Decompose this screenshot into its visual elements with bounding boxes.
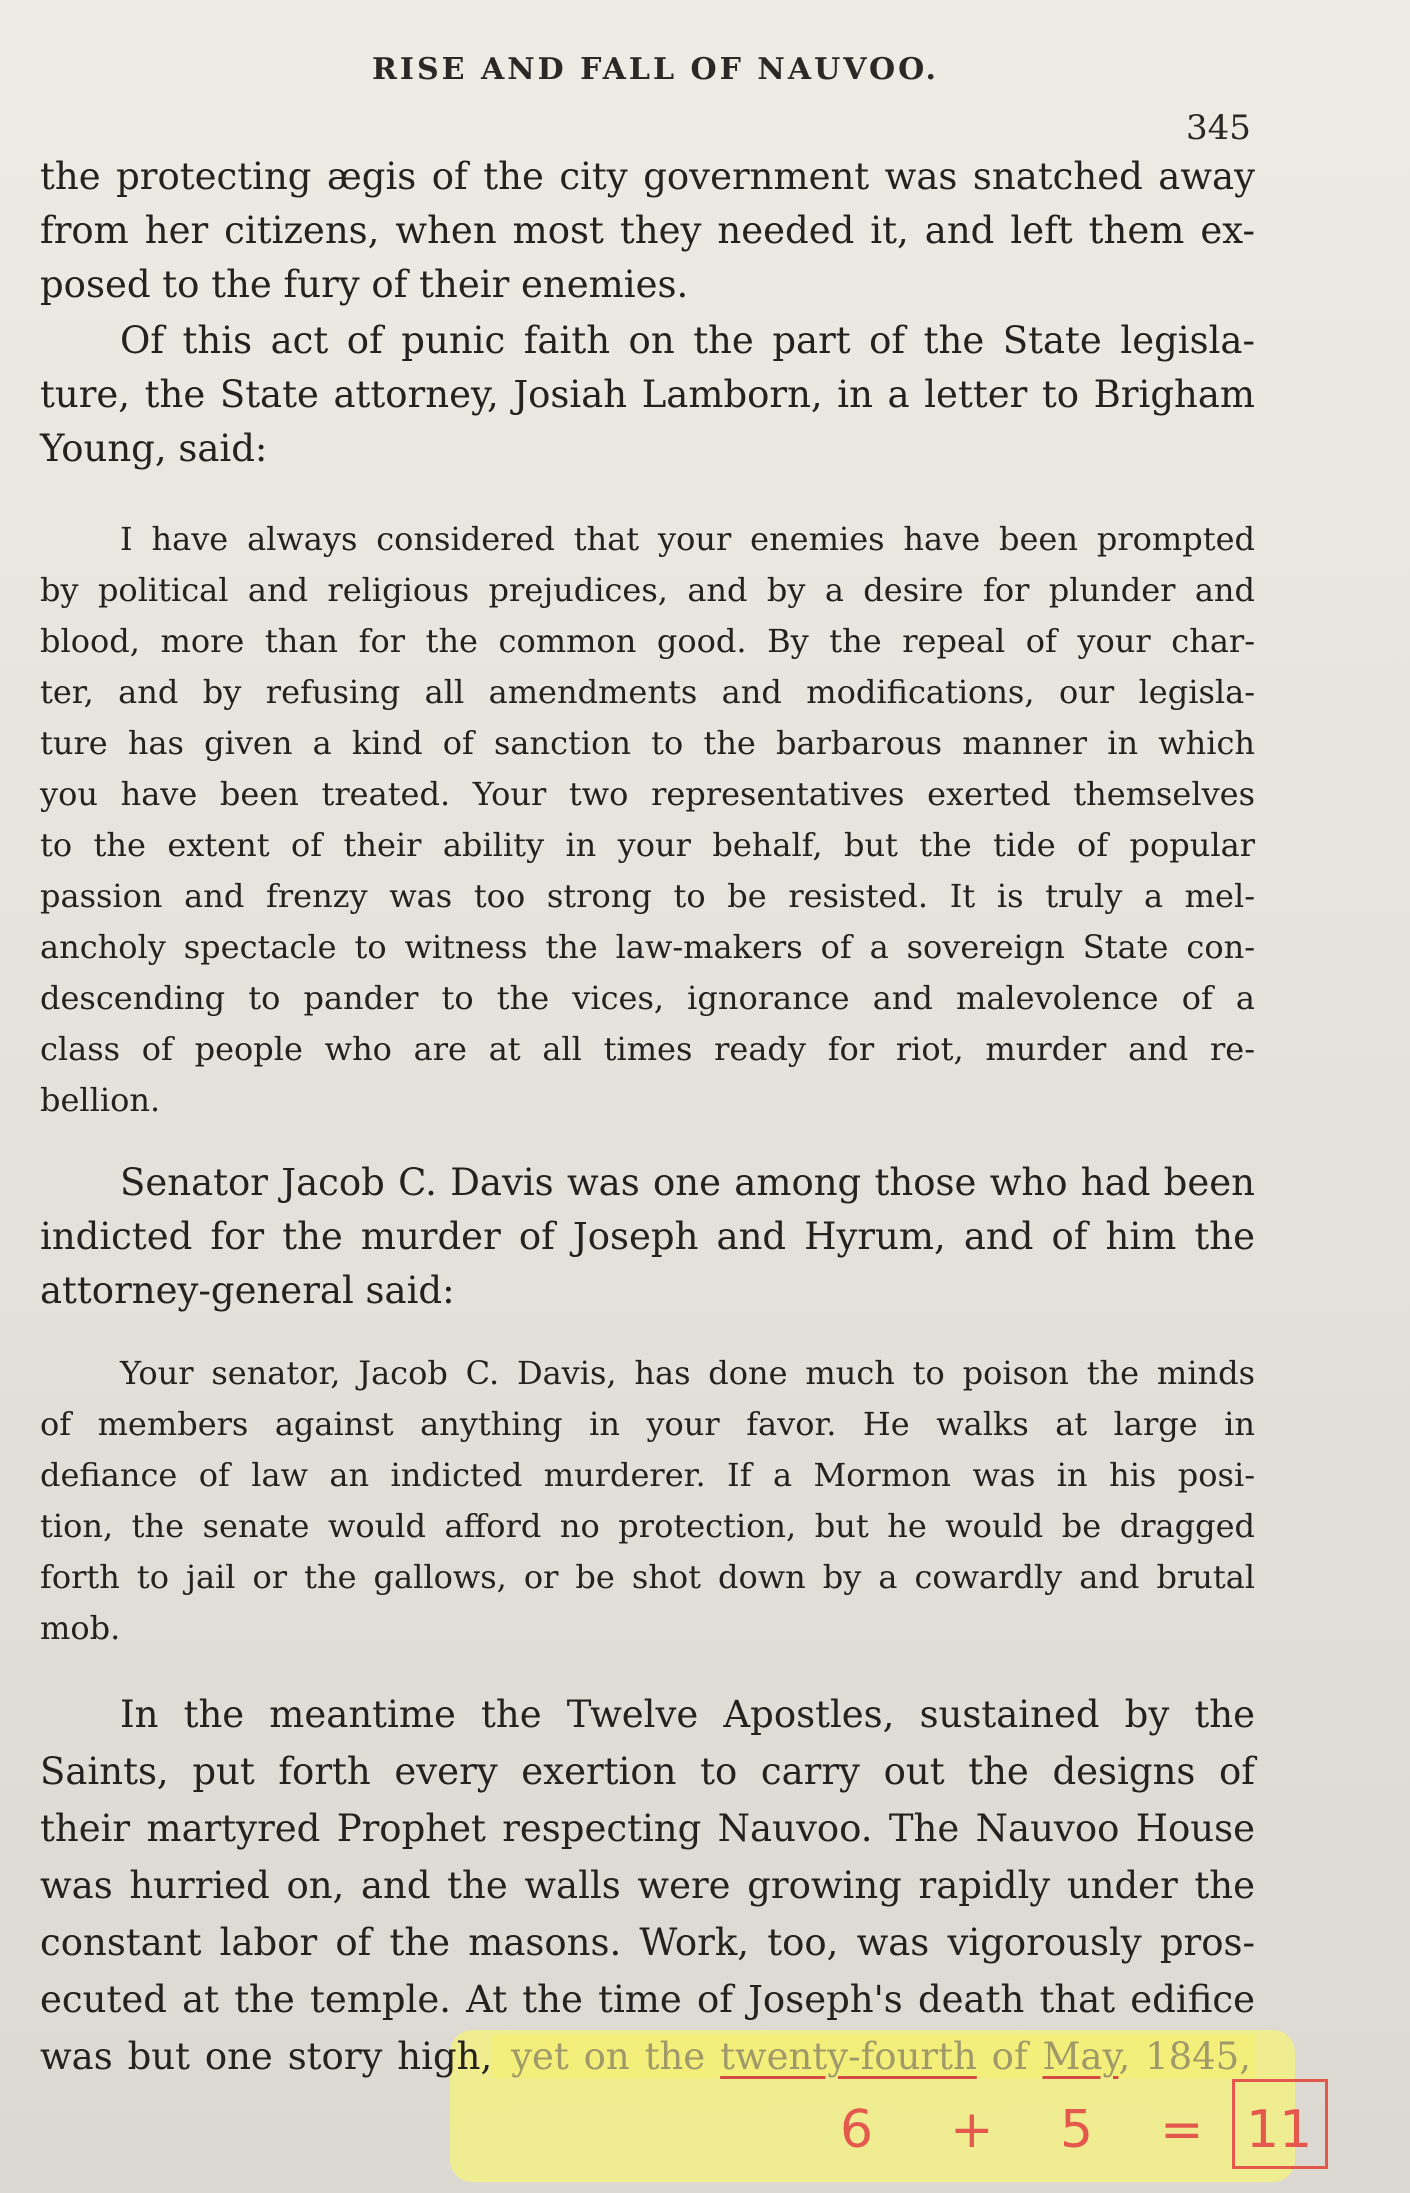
text-line: I have always considered that your enemies have been prompted bbox=[120, 520, 1255, 558]
equals-sign: = bbox=[1160, 2100, 1204, 2160]
paragraph-2 bbox=[40, 314, 1255, 476]
result-value: 11 bbox=[1246, 2100, 1313, 2160]
text-line: from her citizens, when most they needed it, and left them ex- bbox=[40, 209, 1255, 252]
block-quote-2 bbox=[40, 1348, 1255, 1654]
text-line: blood, more than for the common good. By the repeal of your char- bbox=[40, 622, 1255, 660]
underlined-month: May bbox=[1042, 2035, 1119, 2078]
text-line: ter, and by refusing all amendments and modifications, our legisla- bbox=[40, 673, 1255, 711]
text-line: constant labor of the masons. Work, too, was vigorously pros- bbox=[40, 1921, 1255, 1964]
text-line: the protecting ægis of the city government was snatched away bbox=[40, 155, 1255, 198]
plain-text: was but one story high, bbox=[40, 2035, 493, 2078]
text-line: their martyred Prophet respecting Nauvoo. The Nauvoo House bbox=[40, 1807, 1255, 1850]
text-line: In the meantime the Twelve Apostles, sustained by the bbox=[120, 1693, 1255, 1736]
text-line: indicted for the murder of Joseph and Hyrum, and of him the bbox=[40, 1215, 1255, 1258]
text-line: Saints, put forth every exertion to carry out the designs of bbox=[40, 1750, 1255, 1793]
text-line: forth to jail or the gallows, or be shot down by a cowardly and brutal bbox=[40, 1558, 1255, 1596]
text-line: passion and frenzy was too strong to be resisted. It is truly a mel- bbox=[40, 877, 1255, 915]
text-line: of members against anything in your favor. He walks at large in bbox=[40, 1405, 1255, 1443]
text-line: Senator Jacob C. Davis was one among those who had been bbox=[120, 1161, 1255, 1204]
result-box bbox=[1232, 2079, 1328, 2169]
text-line: ancholy spectacle to witness the law-makers of a sovereign State con- bbox=[40, 928, 1255, 966]
text-line: mob. bbox=[40, 1609, 121, 1647]
text-line: by political and religious prejudices, and by a desire for plunder and bbox=[40, 571, 1255, 609]
highlight-text-middle: of bbox=[976, 2035, 1043, 2078]
text-line: you have been treated. Your two representatives exerted themselves bbox=[40, 775, 1255, 813]
text-line: ture has given a kind of sanction to the barbarous manner in which bbox=[40, 724, 1255, 762]
highlight-text-end: , 1845, bbox=[1118, 2035, 1251, 2078]
paragraph-3 bbox=[40, 1156, 1255, 1318]
text-line: was hurried on, and the walls were growing rapidly under the bbox=[40, 1864, 1255, 1907]
highlighted-line bbox=[40, 2028, 1255, 2085]
underlined-day: twenty-fourth bbox=[720, 2035, 977, 2078]
paragraph-4 bbox=[40, 1686, 1255, 2085]
text-line: Your senator, Jacob C. Davis, has done much to poison the minds bbox=[120, 1354, 1255, 1392]
text-line: descending to pander to the vices, ignorance and malevolence of a bbox=[40, 979, 1255, 1017]
text-line: Of this act of punic faith on the part of the State legisla- bbox=[120, 319, 1255, 362]
text-line: ture, the State attorney, Josiah Lamborn, in a letter to Brigham bbox=[40, 373, 1255, 416]
text-line: to the extent of their ability in your behalf, but the tide of popular bbox=[40, 826, 1255, 864]
text-line: posed to the fury of their enemies. bbox=[40, 263, 689, 306]
page-number: 345 bbox=[1186, 108, 1251, 148]
block-quote-1 bbox=[40, 514, 1255, 1126]
text-line: bellion. bbox=[40, 1081, 161, 1119]
text-line: defiance of law an indicted murderer. If a Mormon was in his posi- bbox=[40, 1456, 1255, 1494]
highlighted-text bbox=[492, 2035, 1255, 2078]
text-line: ecuted at the temple. At the time of Joseph's death that edifice bbox=[40, 1978, 1255, 2021]
right-operand: 5 bbox=[1060, 2100, 1094, 2160]
left-operand: 6 bbox=[840, 2100, 874, 2160]
highlight-text-start: yet on the bbox=[496, 2035, 721, 2078]
text-line: tion, the senate would afford no protection, but he would be dragged bbox=[40, 1507, 1255, 1545]
text-line: attorney-general said: bbox=[40, 1269, 455, 1312]
text-line: class of people who are at all times ready for riot, murder and re- bbox=[40, 1030, 1255, 1068]
paragraph-1 bbox=[40, 150, 1255, 312]
plus-sign: + bbox=[950, 2100, 994, 2160]
text-line: Young, said: bbox=[40, 427, 268, 470]
running-head: RISE AND FALL OF NAUVOO. bbox=[372, 52, 939, 87]
